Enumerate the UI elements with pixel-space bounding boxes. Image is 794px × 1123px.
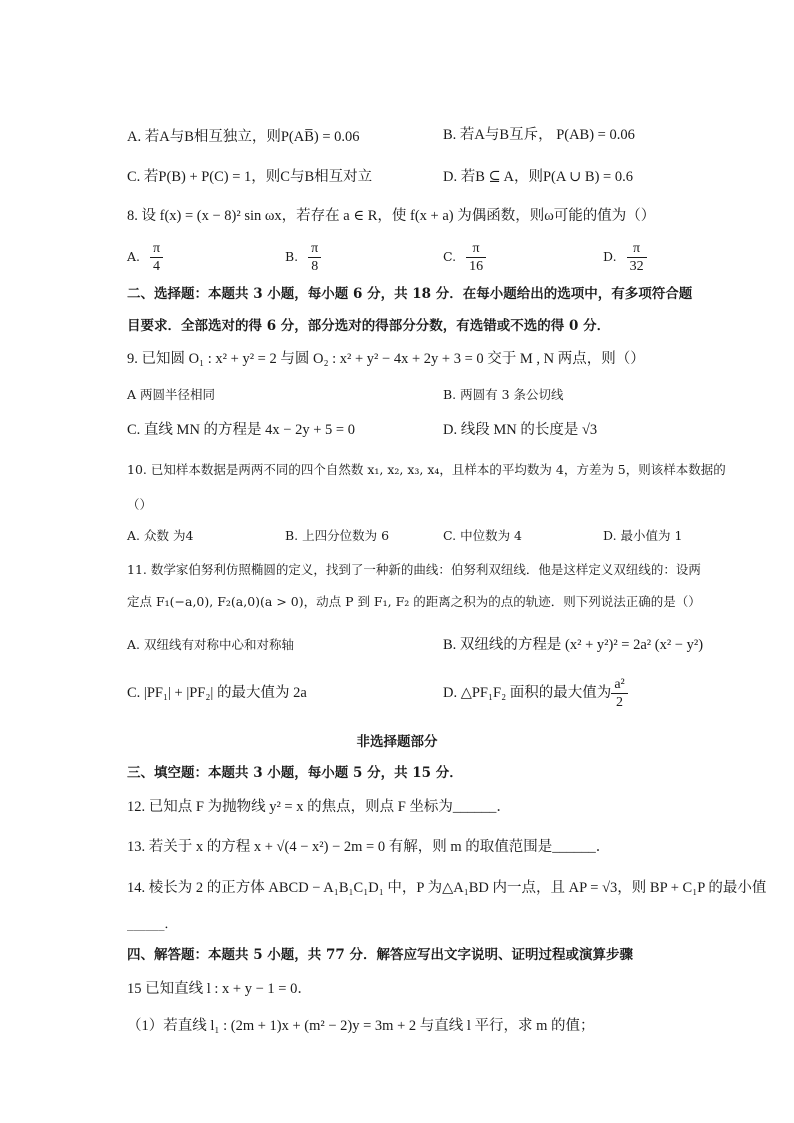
q7-option-d: D. 若B ⊆ A，则P(A ∪ B) = 0.6 xyxy=(443,169,633,185)
q10-option-d: D. 最小值为 1 xyxy=(603,528,683,543)
fraction-numerator: π xyxy=(627,240,647,258)
q9-option-d: D. 线段 MN 的长度是 √3 xyxy=(443,422,598,438)
option-label: A. xyxy=(127,249,141,264)
fraction-numerator: a² xyxy=(611,676,627,694)
fraction xyxy=(150,240,163,275)
section-3-heading: 三、填空题：本题共 3 小题，每小题 5 分，共 15 分． xyxy=(127,765,463,781)
option-label: C. xyxy=(443,249,457,264)
q11-option-b: B. 双纽线的方程是 (x² + y²)² = 2a² (x² − y²) xyxy=(443,637,704,653)
q14-line1: 14. 棱长为 2 的正方体 ABCD − A₁B₁C₁D₁ 中，P 为△A₁BD 内一点，且 AP = √3，则 BP + C₁P 的最小值 xyxy=(127,880,767,896)
fraction-denominator: 8 xyxy=(311,259,319,274)
fraction xyxy=(611,676,627,711)
q11-stem-line1: 11. 数学家伯努利仿照椭圆的定义，找到了一种新的曲线：伯努利双纽线．他是这样定义双纽线的：设两 xyxy=(127,562,701,577)
fraction-numerator: π xyxy=(466,240,486,258)
q10-answer-paren: （） xyxy=(127,497,153,512)
q11-option-d xyxy=(443,676,628,711)
q14-line2: ______． xyxy=(127,916,178,931)
q7-option-b: B. 若A与B互斥， P(AB) = 0.06 xyxy=(443,127,635,143)
q8-option-c xyxy=(443,240,486,275)
q15-part1: （1）若直线 l₁ : (2m + 1)x + (m² − 2)y = 3m + 2 与直线 l 平行，求 m 的值； xyxy=(127,1018,595,1034)
q9-option-a: A 两圆半径相同 xyxy=(127,387,216,402)
fraction-denominator: 2 xyxy=(616,695,624,710)
fraction xyxy=(627,240,647,275)
q15-stem: 15 已知直线 l : x + y − 1 = 0． xyxy=(127,981,312,997)
q9-option-b: B. 两圆有 3 条公切线 xyxy=(443,387,564,402)
section-4-heading: 四、解答题：本题共 5 小题，共 77 分．解答应写出文字说明、证明过程或演算步骤 xyxy=(127,947,633,963)
part-title: 非选择题部分 xyxy=(356,734,438,750)
q8-option-a xyxy=(127,240,163,275)
q11-stem-line2: 定点 F₁(−a,0), F₂(a,0)(a > 0)，动点 P 到 F₁, F₂ 的距离之积为的点的轨迹．则下列说法正确的是（） xyxy=(127,594,701,609)
option-label: D. xyxy=(603,249,617,264)
option-label: B. xyxy=(285,249,299,264)
fraction-numerator: π xyxy=(150,240,163,258)
q7-option-a: A. 若A与B相互独立，则P(AB̅) = 0.06 xyxy=(127,129,360,145)
q8-option-b xyxy=(285,240,321,275)
q13-text: 13. 若关于 x 的方程 x + √(4 − x²) − 2m = 0 有解，则 m 的取值范围是______． xyxy=(127,839,611,855)
q9-stem: 9. 已知圆 O₁ : x² + y² = 2 与圆 O₂ : x² + y² − 4x + 2y + 3 = 0 交于 M , N 两点，则（） xyxy=(127,351,645,367)
q8-option-d xyxy=(603,240,647,275)
q10-option-a: A. 众数 为4 xyxy=(127,528,194,543)
q11-option-a: A. 双纽线有对称中心和对称轴 xyxy=(127,637,294,652)
q10-stem: 10. 已知样本数据是两两不同的四个自然数 x₁, x₂, x₃, x₄，且样本的平均数为 4，方差为 5，则该样本数据的 xyxy=(127,462,726,477)
q10-option-c: C. 中位数为 4 xyxy=(443,528,522,543)
q9-option-c: C. 直线 MN 的方程是 4x − 2y + 5 = 0 xyxy=(127,422,355,438)
section-2-heading: 二、选择题：本题共 3 小题，每小题 6 分，共 18 分．在每小题给出的选项中，有多项符合题 xyxy=(127,286,693,302)
fraction-numerator: π xyxy=(308,240,321,258)
q12-text: 12. 已知点 F 为抛物线 y² = x 的焦点，则点 F 坐标为______． xyxy=(127,799,511,815)
q8-stem: 8. 设 f(x) = (x − 8)² sin ωx，若存在 a ∈ R，使 f(x + a) 为偶函数，则ω可能的值为（） xyxy=(127,208,656,224)
section-2-rules: 目要求．全部选对的得 6 分，部分选对的得部分分数，有选错或不选的得 0 分． xyxy=(127,318,611,334)
q11-option-c: C. |PF₁| + |PF₂| 的最大值为 2a xyxy=(127,685,307,701)
fraction-denominator: 32 xyxy=(629,259,644,274)
q11-option-d-text: D. △PF₁F₂ 面积的最大值为 xyxy=(443,685,612,701)
q7-option-c: C. 若P(B) + P(C) = 1，则C与B相互对立 xyxy=(127,169,373,185)
fraction xyxy=(466,240,486,275)
fraction-denominator: 16 xyxy=(469,259,484,274)
fraction-denominator: 4 xyxy=(153,259,161,274)
fraction xyxy=(308,240,321,275)
q10-option-b: B. 上四分位数为 6 xyxy=(285,528,390,543)
